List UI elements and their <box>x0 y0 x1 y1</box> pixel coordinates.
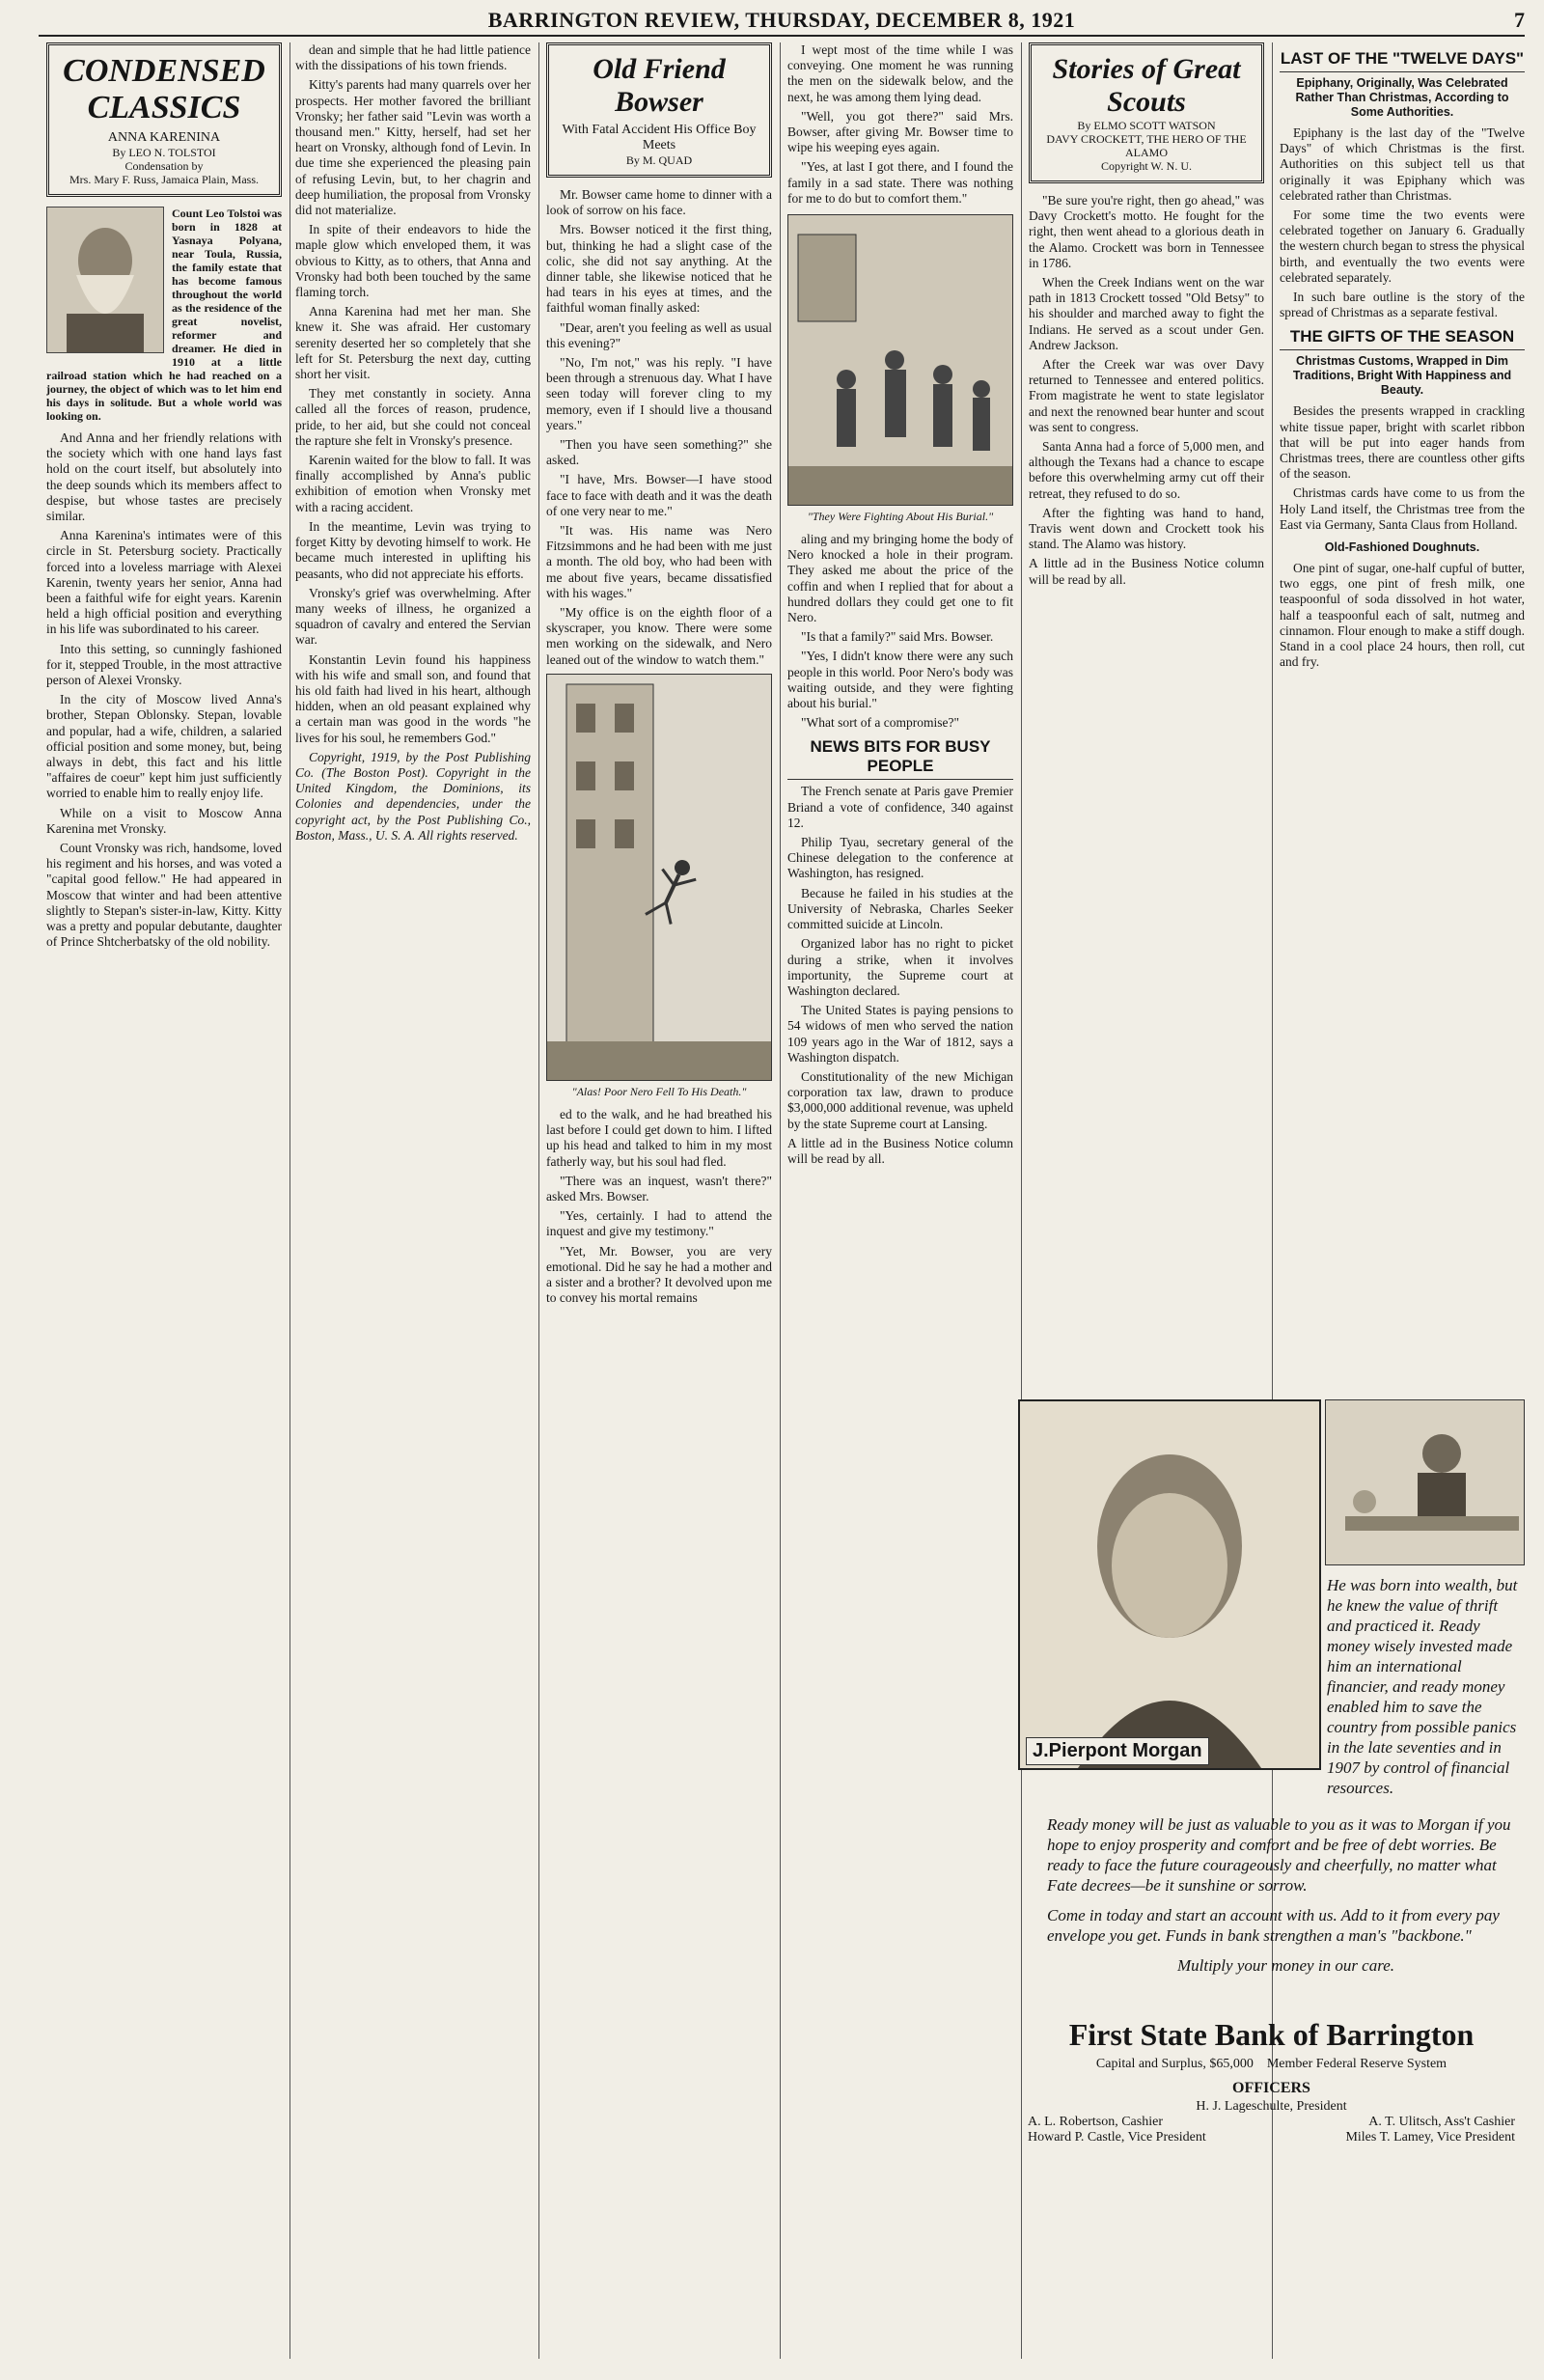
column-karenina-continued <box>295 42 531 2359</box>
paragraph: "Dear, aren't you feeling as well as usual this evening?" <box>546 319 772 350</box>
ad-text: He was born into wealth, but he knew the value of thrift and practiced it. Ready money wisely invested made him an international financier, and ready money enabled him to save the country from possible panics in the late seventies and in 1907 by control of financial resources. <box>1327 1576 1518 1797</box>
paragraph: In the city of Moscow lived Anna's brother, Stepan Oblonsky. Stepan, lovable and popular, had a wife, children, a salaried official position and some money, but, being always in debt, this fact and his little "affaires de coeur" kept him just sufficiently worried to enable him to really enjoy life. <box>46 692 282 801</box>
paragraph: ed to the walk, and he had breathed his last before I could get down to him. I lifted up his head and talked to him in my most fatherly way, but his soul had fled. <box>546 1106 772 1169</box>
copyright: Copyright W. N. U. <box>1100 159 1192 173</box>
section-heading: CONDENSED CLASSICS <box>63 53 265 125</box>
news-item: The United States is paying pensions to 54 widows of men who served the nation 109 years ago in the War of 1812, says a Washington dispatch. <box>787 1003 1013 1065</box>
paragraph: "Yes, at last I got there, and I found the family in a sad state. There was nothing for me to do but to comfort them." <box>787 159 1013 206</box>
news-item: Because he failed in his studies at the University of Nebraska, Charles Seeker committed suicide at Lincoln. <box>787 885 1013 932</box>
news-item: Constitutionality of the new Michigan corporation tax law, drawn to produce $3,000,000 additional revenue, was upheld by the state Supreme court at Lansing. <box>787 1068 1013 1131</box>
column-holiday <box>1280 42 1525 1384</box>
byline: By ELMO SCOTT WATSON <box>1077 119 1216 132</box>
author: By LEO N. TOLSTOI <box>112 146 216 159</box>
page-number: 7 <box>1514 8 1525 32</box>
morgan-portrait <box>1018 1399 1321 1770</box>
section-heading: Stories of Great Scouts <box>1052 53 1241 118</box>
paragraph: "There was an inquest, wasn't there?" asked Mrs. Bowser. <box>546 1173 772 1204</box>
paragraph: "Yes, certainly. I had to attend the inquest and give my testimony." <box>546 1208 772 1239</box>
paragraph: Besides the presents wrapped in crackling white tissue paper, bright with scarlet ribbon that will be put into eager hands from Christmas trees, there are countless other gifts of the season. <box>1280 403 1525 482</box>
great-scouts-header <box>1029 42 1264 183</box>
story-title: ANNA KARENINA <box>107 130 221 145</box>
bank-name: First State Bank of Barrington <box>1068 2017 1475 2052</box>
paragraph: Christmas cards have come to us from the Holy Land itself, the Christmas tree from the East via Germany, Santa Claus from Holland. <box>1280 485 1525 532</box>
twelve-days-heading: LAST OF THE "TWELVE DAYS" <box>1280 46 1525 72</box>
paragraph: They met constantly in society. Anna called all the forces of reason, prudence, pride, to her aid, but she could not conceal the rapture she felt in Vronsky's presence. <box>295 386 531 448</box>
banker-desk-illustration <box>1325 1399 1525 1565</box>
officer: A. L. Robertson, Cashier <box>1028 2115 1163 2129</box>
officers-row <box>1018 2130 1525 2145</box>
subject: DAVY CROCKETT, THE HERO OF THE ALAMO <box>1046 132 1247 159</box>
fighting-illustration <box>787 214 1013 506</box>
subheading: With Fatal Accident His Office Boy Meets <box>562 123 757 152</box>
column-old-friend-bowser <box>546 42 772 2359</box>
news-bits-heading: NEWS BITS FOR BUSY PEOPLE <box>787 734 1013 780</box>
officer: Howard P. Castle, Vice President <box>1028 2130 1206 2145</box>
paragraph: Karenin waited for the blow to fall. It was finally accomplished by Anna's public exhibition of emotion when Vronsky met with a racing accident. <box>295 453 531 514</box>
condenser: Mrs. Mary F. Russ, Jamaica Plain, Mass. <box>69 173 260 186</box>
paragraph: Count Vronsky was rich, handsome, loved his regiment and his horses, and was voted a "capital good fellow." He had appeared in Moscow that winter and had been attentive slightly to Stepan's sister-in-law, Kitty. Kitty was a pretty and popular debutante, daughter of Prince Shtcherbatsky of the old nobility. <box>46 841 282 950</box>
paragraph: After the fighting was hand to hand, Travis went down and Crockett took his stand. The Alamo was history. <box>1029 505 1264 552</box>
news-item: Philip Tyau, secretary general of the Chinese delegation to the conference at Washington, has resigned. <box>787 835 1013 881</box>
paragraph: "What sort of a compromise?" <box>801 715 959 731</box>
masthead <box>39 6 1525 37</box>
paragraph: In such bare outline is the story of the spread of Christmas as a separate festival. <box>1280 290 1525 320</box>
column-condensed-classics <box>46 42 282 2359</box>
illustration-caption: "They Were Fighting About His Burial." <box>807 510 994 524</box>
tolstoi-bio: Count Leo Tolstoi was born in 1828 at Yasnaya Polyana, near Toula, Russia, the family estate that has become famous throughout the world as the residence of the great novelist, reformer and dreamer. He died in 1910 at a little railroad station which he had reached on a journey, the object of which was to let him end his days in solitude. But a whole world was looking on. <box>46 207 282 423</box>
officers-row <box>1018 2115 1525 2130</box>
paragraph: "Well, you got there?" said Mrs. Bowser, after giving Mr. Bowser time to wipe his weeping eyes again. <box>787 108 1013 155</box>
ad-text: Ready money will be just as valuable to you as it was to Morgan if you hope to enjoy prosperity and comfort and be free of debt worries. Be ready to face the future courageously and cheerfully, no matter what Fate decrees—be it sunshine or sorrow. <box>1047 1815 1511 1895</box>
paragraph: Mr. Bowser came home to dinner with a look of sorrow on his face. <box>546 187 772 218</box>
paragraph: And Anna and her friendly relations with the society which with one hand lays fast hold on the court itself, but absolutely into the deep sounds which its members affect to despise, but whose tastes are precisely similar. <box>46 430 282 524</box>
bank-footer <box>1018 2017 1525 2145</box>
paragraph: Into this setting, so cunningly fashioned for it, stepped Trouble, in the most attractive person of Alexei Vronsky. <box>46 641 282 688</box>
gifts-subheading: Christmas Customs, Wrapped in Dim Traditions, Bright With Happiness and Beauty. <box>1292 354 1512 398</box>
paragraph: "It was. His name was Nero Fitzsimmons and he had been with me just a month. The old boy, who had been with me about five years, became dissatisfied with his wages." <box>546 523 772 600</box>
section-heading: Old Friend Bowser <box>593 53 726 118</box>
condensed-classics-header <box>46 42 282 197</box>
paragraph: After the Creek war was over Davy returned to Tennessee and entered politics. From magistrate he went to state legislator and next the renowned bear hunter and scout was sent to congress. <box>1029 357 1264 434</box>
officers-heading: OFFICERS <box>1232 2080 1310 2096</box>
paragraph: In spite of their endeavors to hide the maple glow which enveloped them, it was obvious to Kitty, as to others, that Anna and Vronsky had both been touched by the same flaming torch. <box>295 222 531 300</box>
ad-body <box>1047 1814 1525 1985</box>
byline: By M. QUAD <box>625 153 693 167</box>
bank-advertisement <box>1018 1399 1525 2365</box>
bowser-header <box>546 42 772 178</box>
paragraph: Epiphany is the last day of the "Twelve Days" of which Christmas is the first. Authorities on this subject tell us that originally it was Epiphany which was celebrated rather than Christmas. <box>1280 125 1525 203</box>
column-rule <box>538 42 539 2359</box>
paragraph: "No, I'm not," was his reply. "I have been through a strenuous day. What I have seen today will forever cling to my memory, even if I should live a thousand years." <box>546 355 772 432</box>
paragraph: Santa Anna had a force of 5,000 men, and although the Texans had a chance to escape before this overwhelming army cut off their retreat, they refused to do so. <box>1029 439 1264 501</box>
doughnuts-heading: Old-Fashioned Doughnuts. <box>1324 540 1480 555</box>
copyright-notice: Copyright, 1919, by the Post Publishing Co. (The Boston Post). Copyright in the United Kingdom, the Dominions, its Colonies and dependencies, under the copyright act, by the Post Publishing Co., Boston, Mass., U. S. A. All rights reserved. <box>295 749 531 843</box>
ad-slogan: Multiply your money in our care. <box>1176 1956 1395 1975</box>
paragraph: "Yet, Mr. Bowser, you are very emotional. Did he say he had a mother and a sister and a brother? It devolved upon me to convey his mortal remains <box>546 1243 772 1306</box>
officer: Miles T. Lamey, Vice President <box>1345 2130 1515 2145</box>
paragraph: dean and simple that he had little patience with the dissipations of his town friends. <box>295 42 531 73</box>
paragraph: While on a visit to Moscow Anna Karenina met Vronsky. <box>46 805 282 836</box>
gifts-heading: THE GIFTS OF THE SEASON <box>1280 324 1525 350</box>
paragraph: Kitty's parents had many quarrels over her prospects. Her mother favored the brilliant Vronsky; her father said "Levin was worth a thousand men." Kitty, herself, had set her heart on Vronsky, although fond of Levin. In due time she experienced the pleasing pain of refusing Levin, but, to her chagrin and deep humiliation, the proposal from Vronsky did not materialize. <box>295 77 531 218</box>
filler-note: A little ad in the Business Notice column will be read by all. <box>787 1135 1013 1166</box>
nero-falls-illustration <box>546 674 772 1081</box>
column-great-scouts <box>1029 42 1264 1384</box>
paragraph: When the Creek Indians went on the war path in 1813 Crockett tossed "Old Betsy" to his shoulder and marched away to fight the Indians. He served as a scout under Gen. Andrew Jackson. <box>1029 275 1264 352</box>
capital: Capital and Surplus, $65,000 <box>1095 2057 1254 2071</box>
bank-capital-line <box>1018 2057 1525 2072</box>
twelve-days-subheading: Epiphany, Originally, Was Celebrated Rather Than Christmas, According to Some Authorities. <box>1295 76 1509 119</box>
paragraph: Mrs. Bowser noticed it the first thing, but, thinking he had a slight case of the colic, she did not say anything. At the dinner table, she likewise noticed that he had tears in his eyes at times, and the faithful woman finally asked: <box>546 222 772 316</box>
paragraph: I wept most of the time while I was conveying. One moment he was running the men on the sidewalk below, and the next, he was among them lying dead. <box>787 42 1013 104</box>
paragraph: "Then you have seen something?" she asked. <box>546 437 772 468</box>
paragraph: aling and my bringing home the body of Nero knocked a hole in their program. They asked me about the price of the coffin and when I replied that for about a hundred dollars they could get one to fit Nero. <box>787 532 1013 625</box>
news-item: The French senate at Paris gave Premier Briand a vote of confidence, 340 against 12. <box>787 784 1013 830</box>
paragraph: "Be sure you're right, then go ahead," was Davy Crockett's motto. He fought for the right, then went ahead to a glorious death in the Alamo. Crockett was born in Tennessee in 1786. <box>1029 193 1264 270</box>
paragraph: Anna Karenina's intimates were of this circle in St. Petersburg society. Practically forced into a loveless marriage with Alexei Karenin, twenty years her senior, Anna had been a faithful wife for eight years. Karenin held a high official position and everything in his life was subordinated to his career. <box>46 528 282 637</box>
paragraph: Anna Karenina had met her man. She knew it. She was afraid. Her customary serenity deserted her so completely that she left for St. Petersburg the next day, cutting short her visit. <box>295 304 531 382</box>
masthead-title: BARRINGTON REVIEW, THURSDAY, DECEMBER 8, 1921 <box>487 8 1076 32</box>
tolstoi-portrait <box>46 207 164 353</box>
officer: H. J. Lageschulte, President <box>1196 2099 1347 2114</box>
illustration-caption: "Alas! Poor Nero Fell To His Death." <box>571 1084 747 1098</box>
filler-note: A little ad in the Business Notice column will be read by all. <box>1029 556 1264 587</box>
paragraph: One pint of sugar, one-half cupful of butter, two eggs, one pint of fresh milk, one teaspoonful of soda dissolved in hot water, half a teaspoonful each of salt, nutmeg and cinnamon. Flour enough to make a stiff dough. Stand in a cool place 24 hours, then roll, cut and fry. <box>1280 561 1525 670</box>
paragraph: "Is that a family?" said Mrs. Bowser. <box>801 629 994 645</box>
column-rule <box>780 42 781 2359</box>
officer: A. T. Ulitsch, Ass't Cashier <box>1368 2115 1515 2129</box>
condensed-by: Condensation by <box>124 159 204 173</box>
paragraph: For some time the two events were celebrated together on January 6. Gradually the western church began to stress the physical birth, and eventually the two events were celebrated separately. <box>1280 208 1525 285</box>
ad-intro <box>1327 1575 1525 1798</box>
ad-text: Come in today and start an account with us. Add to it from every pay envelope you get. Funds in bank strengthen a man's "backbone." <box>1047 1906 1500 1945</box>
member-fed: Member Federal Reserve System <box>1266 2057 1448 2071</box>
column-bowser-continued <box>787 42 1013 2359</box>
news-item: Organized labor has no right to picket during a strike, when it involves importunity, the Supreme court at Washington declared. <box>787 936 1013 998</box>
paragraph: "Yes, I didn't know there were any such people in this world. Poor Nero's body was waiting outside, and they were fighting about his burial." <box>787 649 1013 711</box>
paragraph: "My office is on the eighth floor of a skyscraper, you know. There were some men working on the sidewalk, and Nero leaned out of the window to watch them." <box>546 605 772 667</box>
paragraph: "I have, Mrs. Bowser—I have stood face to face with death and it was the death of one very near to me." <box>546 472 772 518</box>
paragraph: Konstantin Levin found his happiness with his wife and small son, and found that his old faith had lived in his heart, although hidden, when an old peasant explained why a certain man was good in the words "he lives for his soul, he remembers God." <box>295 651 531 745</box>
paragraph: In the meantime, Levin was trying to forget Kitty by devoting himself to work. He became much interested in uplifting his peasants, who did not appreciate his efforts. <box>295 518 531 581</box>
paragraph: Vronsky's grief was overwhelming. After many weeks of illness, he organized a squadron of cavalry and entered the Servian war. <box>295 585 531 648</box>
portrait-label: J.Pierpont Morgan <box>1026 1737 1209 1765</box>
